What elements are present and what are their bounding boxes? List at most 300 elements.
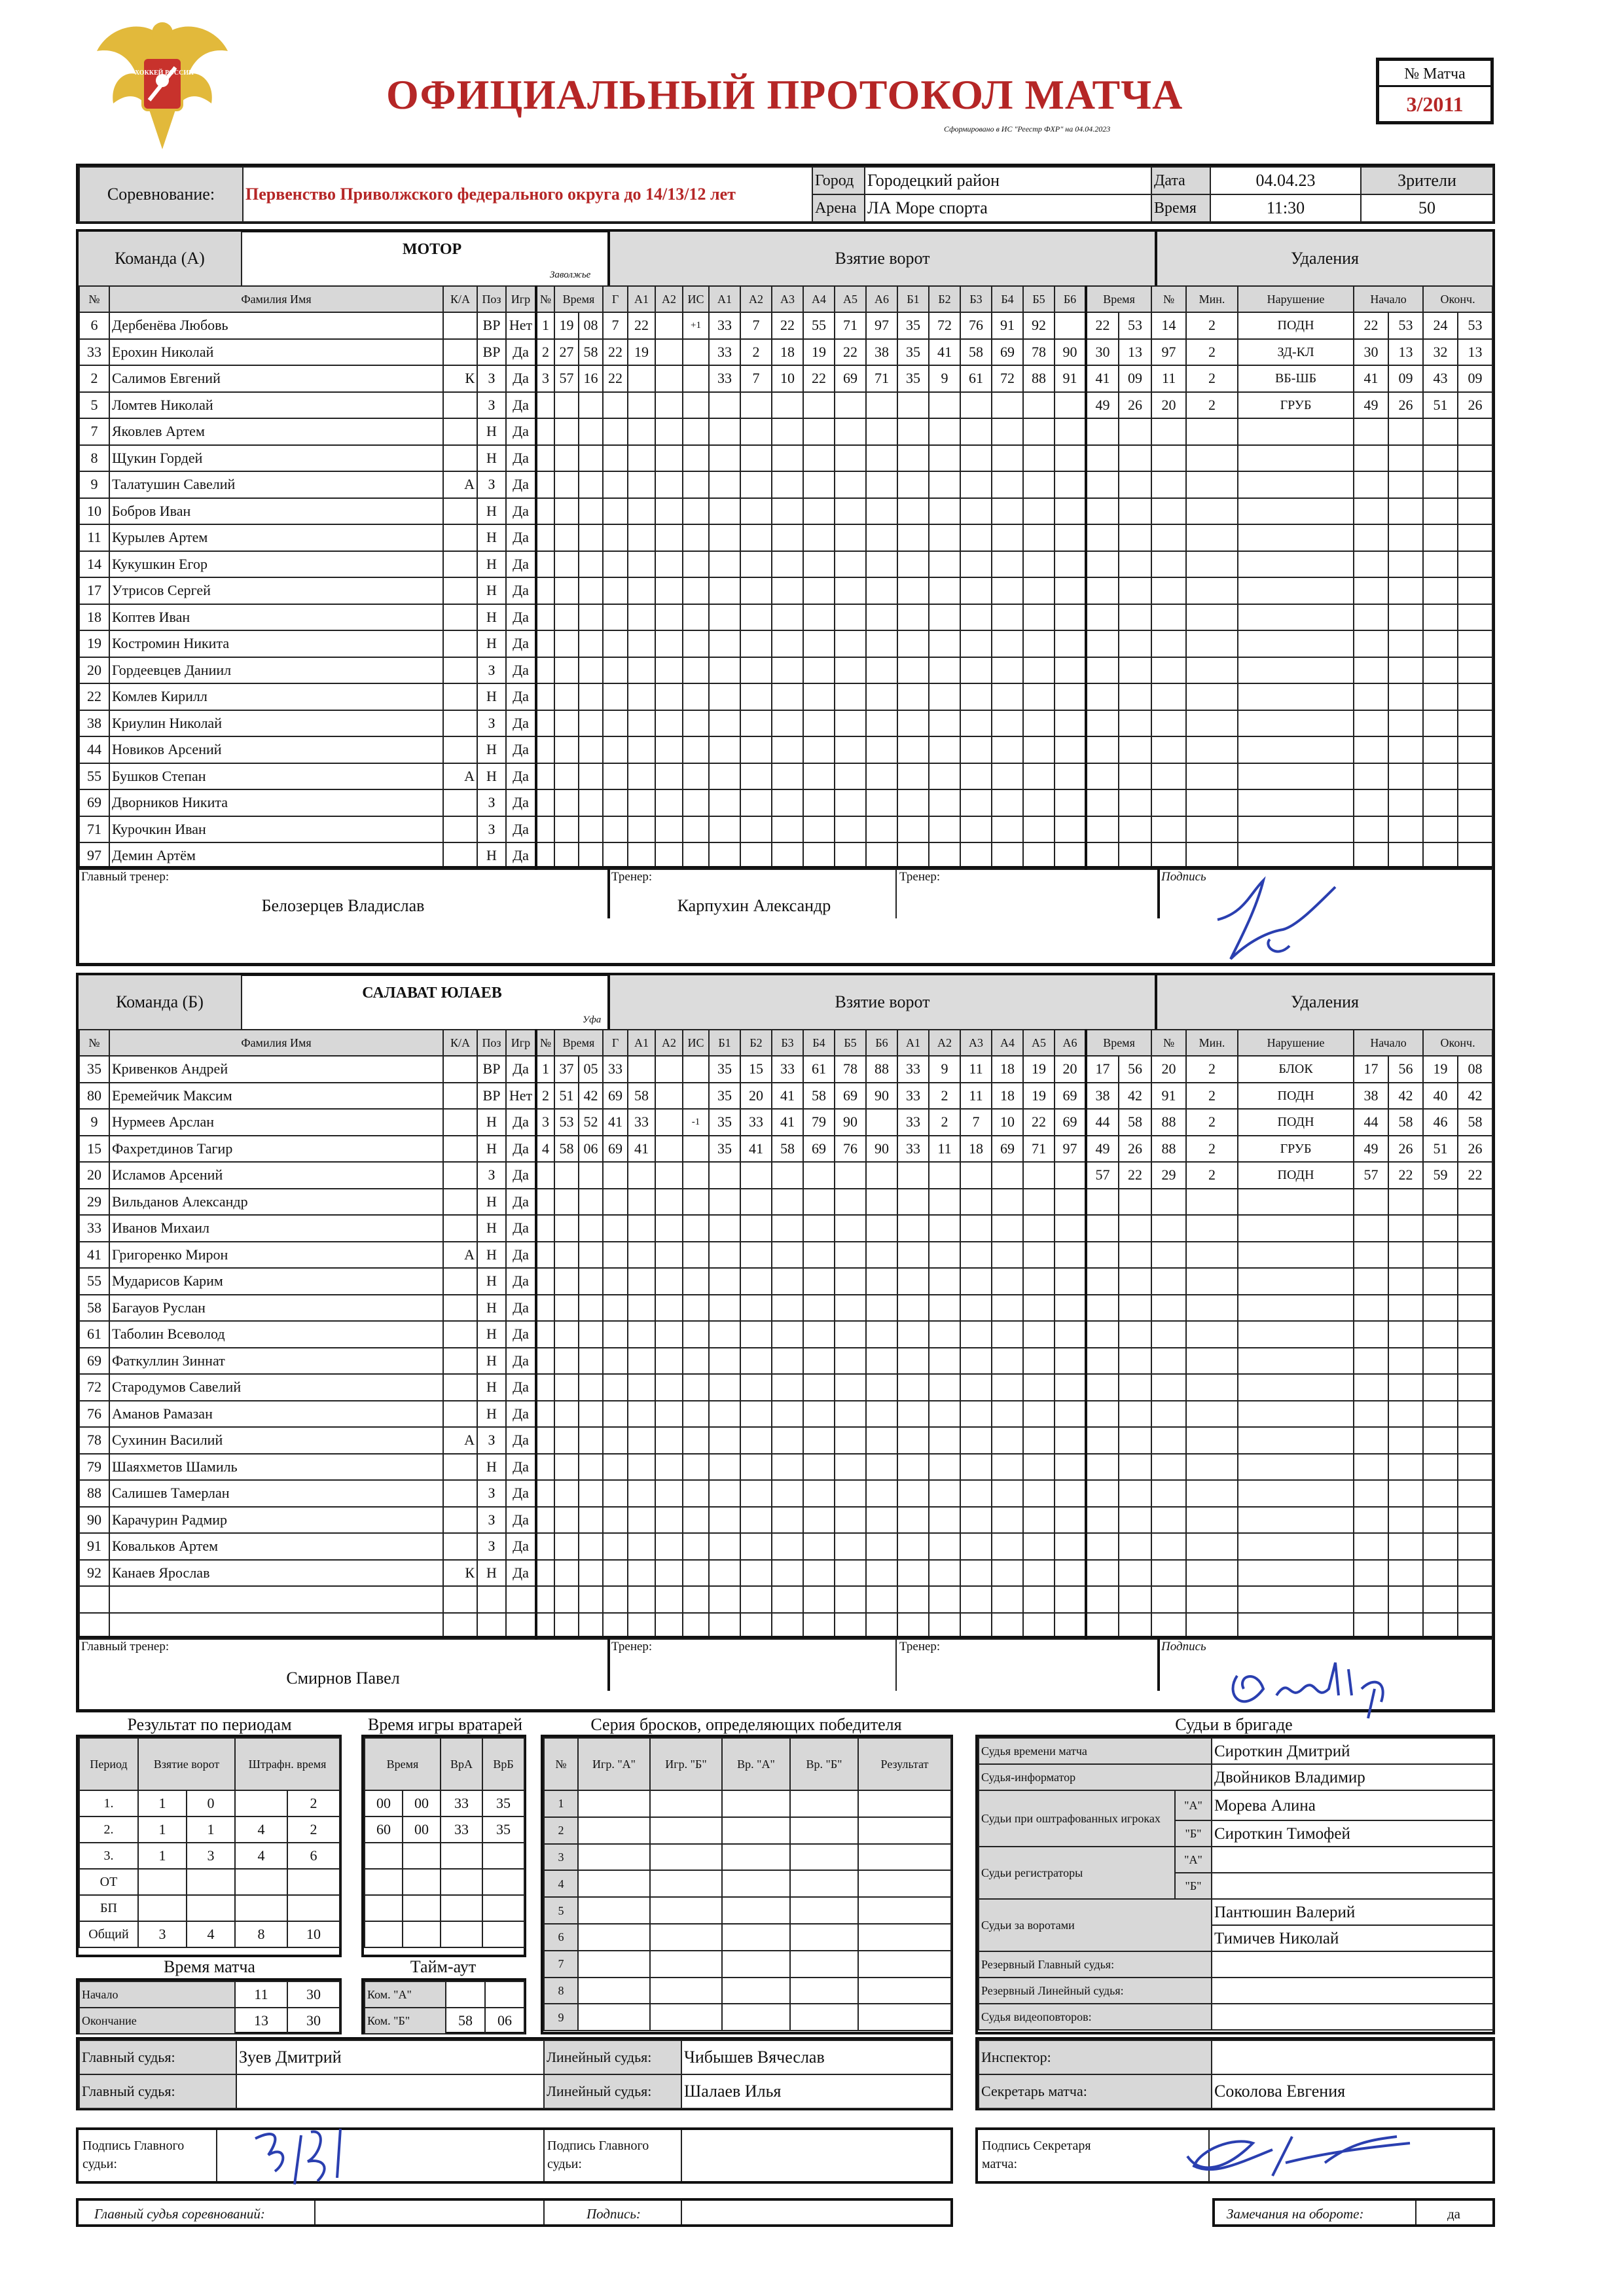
teamA-col-g: Г — [603, 286, 628, 312]
goal-cell: 69 — [992, 339, 1023, 366]
sig-secretary-box — [975, 2127, 1495, 2184]
player-plays: Да — [506, 630, 536, 657]
city-label: Город — [812, 167, 865, 194]
generated-note: Сформировано в ИС "Реестр ФХР" на 04.04.2023 — [944, 124, 1111, 134]
penalty-cell: 42 — [1119, 1083, 1151, 1110]
player-position: Н — [477, 683, 506, 710]
goal-cell: 76 — [835, 1136, 866, 1163]
player-name: Иванов Михаил — [109, 1215, 443, 1242]
player-plays: Нет — [506, 1083, 536, 1110]
goal-cell: 08 — [579, 312, 603, 339]
referee-role: Судьи при оштрафованных игроках — [979, 1790, 1175, 1847]
player-number: 61 — [79, 1321, 109, 1348]
goal-cell: 11 — [929, 1136, 960, 1163]
goal-cell: 3 — [536, 365, 554, 392]
player-position: З — [477, 1507, 506, 1534]
player-ka — [443, 1321, 477, 1348]
goal-cell: 19 — [1023, 1083, 1055, 1110]
player-position: З — [477, 816, 506, 843]
teamB-col-a1: А1 — [628, 1030, 655, 1056]
goal-cell: 1 — [536, 1056, 554, 1083]
penalty-cell: ВБ-ШБ — [1238, 365, 1354, 392]
penalty-cell: 41 — [1354, 365, 1388, 392]
referee-name: Морева Алина — [1212, 1790, 1493, 1820]
teamA-col-onice: А5 — [835, 286, 866, 312]
penalty-cell: 26 — [1388, 1136, 1423, 1163]
player-name: Карачурин Радмир — [109, 1507, 443, 1534]
secretary-value: Соколова Евгения — [1212, 2074, 1493, 2108]
goal-cell: 7 — [740, 365, 772, 392]
player-position: Н — [477, 1321, 506, 1348]
player-name: Бушков Степан — [109, 763, 443, 790]
penalty-cell: 30 — [1354, 339, 1388, 366]
teamB-col-onice: Б4 — [803, 1030, 835, 1056]
period-cell: Общий — [79, 1921, 138, 1947]
goal-cell — [683, 365, 709, 392]
info-table — [79, 166, 1494, 223]
player-number: 17 — [79, 577, 109, 604]
teamB-penalties-title: Удаления — [1157, 975, 1492, 1029]
spectators-label: Зрители — [1361, 167, 1493, 194]
referee-role: Судьи регистраторы — [979, 1847, 1175, 1899]
penalty-cell: 51 — [1423, 392, 1458, 419]
goal-cell — [655, 365, 683, 392]
player-plays: Да — [506, 604, 536, 631]
penalty-cell: 13 — [1458, 339, 1492, 366]
comp-ref-sign-label: Подпись: — [586, 2206, 641, 2222]
arena-label: Арена — [812, 194, 865, 222]
teamB-col-goal-time: Время — [554, 1030, 603, 1056]
player-position: Н — [477, 551, 506, 578]
player-plays: Да — [506, 471, 536, 498]
goalie-time-cell: 60 — [365, 1816, 403, 1843]
teamB-col-onice: Б5 — [835, 1030, 866, 1056]
goal-cell: 41 — [772, 1109, 803, 1136]
goal-cell: 11 — [960, 1056, 992, 1083]
player-position: З — [477, 365, 506, 392]
player-position: Н — [477, 1136, 506, 1163]
penalty-cell: 22 — [1388, 1162, 1423, 1189]
shootout-col: Результат — [858, 1738, 951, 1790]
teamA-coach-label: Тренер: — [611, 869, 653, 884]
teamB-col-onice: Б2 — [740, 1030, 772, 1056]
shootout-row-num: 7 — [544, 1951, 578, 1978]
player-number: 69 — [79, 1348, 109, 1375]
player-ka — [443, 1295, 477, 1322]
penalty-cell: 56 — [1388, 1056, 1423, 1083]
teamA-col-pos: Поз — [477, 286, 506, 312]
player-position: ВР — [477, 312, 506, 339]
penalty-cell: 57 — [1086, 1162, 1119, 1189]
penalty-cell: 97 — [1151, 339, 1186, 366]
player-number: 7 — [79, 418, 109, 445]
referee-name: Пантюшин Валерий — [1212, 1899, 1493, 1925]
periods-col-goals: Взятие ворот — [138, 1738, 235, 1790]
goal-cell: 58 — [554, 1136, 579, 1163]
period-cell — [235, 1895, 287, 1921]
team-a-coach-signature — [1204, 867, 1348, 979]
player-ka: К — [443, 365, 477, 392]
player-position: Н — [477, 445, 506, 472]
match-time-table — [79, 1981, 340, 2034]
player-position: З — [477, 1162, 506, 1189]
player-name: Костромин Никита — [109, 630, 443, 657]
sig-main-ref-label-2: Подпись Главного судьи: — [547, 2139, 649, 2171]
goal-cell: 15 — [740, 1056, 772, 1083]
player-ka — [443, 1189, 477, 1216]
player-plays: Да — [506, 524, 536, 551]
shootout-col: № — [544, 1738, 578, 1790]
shootout-col: Вр. "А" — [722, 1738, 790, 1790]
teamA-col-onice: Б4 — [992, 286, 1023, 312]
line-ref-1: Чибышев Вячеслав — [681, 2040, 951, 2074]
player-ka — [443, 339, 477, 366]
penalty-cell: 59 — [1423, 1162, 1458, 1189]
player-plays: Да — [506, 1427, 536, 1454]
goal-cell: 52 — [579, 1109, 603, 1136]
teamA-col-a1: А1 — [628, 286, 655, 312]
player-ka — [443, 604, 477, 631]
period-cell: 1 — [187, 1816, 235, 1843]
goal-cell: 69 — [1055, 1109, 1086, 1136]
match-end-label: Окончание — [79, 2008, 235, 2034]
penalty-cell: 41 — [1086, 365, 1119, 392]
period-cell: 4 — [235, 1816, 287, 1843]
referee-role: Резервный Главный судья: — [979, 1951, 1212, 1978]
goal-cell: 51 — [554, 1083, 579, 1110]
teamA-col-pen-min: Мин. — [1186, 286, 1238, 312]
goal-cell: 3 — [536, 1109, 554, 1136]
referees-table — [978, 1737, 1494, 2031]
player-number: 55 — [79, 763, 109, 790]
goalie-col-time: Время — [365, 1738, 441, 1790]
player-ka — [443, 418, 477, 445]
teamA-col-goal-num: № — [536, 286, 554, 312]
shootout-table — [543, 1737, 952, 2031]
goal-cell: 90 — [1055, 339, 1086, 366]
teamA-col-onice: А1 — [709, 286, 740, 312]
penalty-cell: 44 — [1354, 1109, 1388, 1136]
player-number: 33 — [79, 1215, 109, 1242]
referee-team: "Б" — [1175, 1820, 1212, 1847]
player-plays: Да — [506, 1348, 536, 1375]
teamB-col-a2: А2 — [655, 1030, 683, 1056]
player-position: Н — [477, 1295, 506, 1322]
penalty-cell: 49 — [1354, 392, 1388, 419]
player-plays: Да — [506, 418, 536, 445]
teamA-label: Команда (А) — [79, 232, 242, 285]
comp-ref-label: Главный судья соревнований: — [94, 2206, 265, 2222]
goal-cell: 88 — [1023, 365, 1055, 392]
player-number: 18 — [79, 604, 109, 631]
penalty-cell: БЛОК — [1238, 1056, 1354, 1083]
goal-cell: 33 — [897, 1136, 929, 1163]
player-ka — [443, 1348, 477, 1375]
penalty-cell: 29 — [1151, 1162, 1186, 1189]
player-ka — [443, 683, 477, 710]
penalty-cell: 51 — [1423, 1136, 1458, 1163]
player-ka — [443, 1268, 477, 1295]
referee-name — [1212, 1978, 1493, 2004]
spectators-value: 50 — [1361, 194, 1493, 222]
match-start-label: Начало — [79, 1981, 235, 2008]
player-ka — [443, 1083, 477, 1110]
penalty-cell: 26 — [1458, 392, 1492, 419]
teamB-col-pen-start: Начало — [1354, 1030, 1423, 1056]
shootout-row-num: 6 — [544, 1924, 578, 1951]
goal-cell: 35 — [709, 1056, 740, 1083]
penalty-cell: 53 — [1458, 312, 1492, 339]
period-cell: 1. — [79, 1790, 138, 1816]
goal-cell: 71 — [835, 312, 866, 339]
goal-cell — [655, 1083, 683, 1110]
goalie-time-cell: 00 — [365, 1790, 403, 1816]
period-cell: 1 — [138, 1816, 187, 1843]
player-number: 8 — [79, 445, 109, 472]
player-ka — [443, 816, 477, 843]
teamB-col-onice: А3 — [960, 1030, 992, 1056]
goal-cell — [628, 1056, 655, 1083]
officials-left-table — [79, 2040, 952, 2109]
player-plays: Да — [506, 710, 536, 737]
player-plays: Да — [506, 498, 536, 525]
goal-cell: 92 — [1023, 312, 1055, 339]
player-plays: Да — [506, 1533, 536, 1560]
goal-cell: 41 — [929, 339, 960, 366]
period-cell: БП — [79, 1895, 138, 1921]
periods-title: Результат по периодам — [127, 1715, 292, 1734]
shootout-row-num: 8 — [544, 1978, 578, 2004]
penalty-cell: 20 — [1151, 392, 1186, 419]
player-position: Н — [477, 1109, 506, 1136]
player-plays: Да — [506, 736, 536, 763]
period-cell: ОТ — [79, 1869, 138, 1895]
player-number: 72 — [79, 1374, 109, 1401]
penalty-cell: ГРУБ — [1238, 392, 1354, 419]
goal-cell: 58 — [772, 1136, 803, 1163]
player-position: З — [477, 392, 506, 419]
goal-cell: 41 — [772, 1083, 803, 1110]
goal-cell: 06 — [579, 1136, 603, 1163]
player-name: Курылев Артем — [109, 524, 443, 551]
goal-cell: 33 — [897, 1083, 929, 1110]
timeout-b-label: Ком. "Б" — [365, 2008, 446, 2034]
goal-cell: 19 — [628, 339, 655, 366]
player-name: Канаев Ярослав — [109, 1560, 443, 1587]
goal-cell: 79 — [803, 1109, 835, 1136]
goal-cell: 97 — [1055, 1136, 1086, 1163]
referee-name: Тимичев Николай — [1212, 1925, 1493, 1951]
player-name: Курочкин Иван — [109, 816, 443, 843]
goal-cell: 69 — [992, 1136, 1023, 1163]
player-ka: А — [443, 1242, 477, 1269]
periods-col-pim: Штрафн. время — [235, 1738, 340, 1790]
penalty-cell: 32 — [1423, 339, 1458, 366]
player-plays: Да — [506, 1321, 536, 1348]
player-ka — [443, 1215, 477, 1242]
player-plays: Да — [506, 1056, 536, 1083]
goal-cell — [655, 339, 683, 366]
teamB-coach-label: Тренер: — [611, 1640, 653, 1653]
main-ref-2 — [236, 2074, 544, 2108]
penalty-cell: 17 — [1086, 1056, 1119, 1083]
line-ref-label-1: Линейный судья: — [544, 2040, 681, 2074]
secretary-label: Секретарь матча: — [979, 2074, 1212, 2108]
goal-cell: 57 — [554, 365, 579, 392]
player-name: Щукин Гордей — [109, 445, 443, 472]
player-ka: А — [443, 1427, 477, 1454]
goal-cell: 53 — [554, 1109, 579, 1136]
penalty-cell: 58 — [1388, 1109, 1423, 1136]
teamA-col-is: ИС — [683, 286, 709, 312]
player-position: Н — [477, 1189, 506, 1216]
period-cell: 8 — [235, 1921, 287, 1947]
player-ka — [443, 710, 477, 737]
player-name: Нурмеев Арслан — [109, 1109, 443, 1136]
penalty-cell: 91 — [1151, 1083, 1186, 1110]
teamB-col-pos: Поз — [477, 1030, 506, 1056]
player-number: 19 — [79, 630, 109, 657]
goal-cell — [655, 1056, 683, 1083]
teamB-head-coach-label: Главный тренер: — [81, 1640, 170, 1653]
period-cell — [187, 1869, 235, 1895]
player-name: Дербенёва Любовь — [109, 312, 443, 339]
penalty-cell: 58 — [1458, 1109, 1492, 1136]
goal-cell: 10 — [772, 365, 803, 392]
player-ka — [443, 842, 477, 869]
player-ka: А — [443, 763, 477, 790]
goal-cell: 18 — [960, 1136, 992, 1163]
penalty-cell: 26 — [1458, 1136, 1492, 1163]
player-name: Яковлев Артем — [109, 418, 443, 445]
period-cell — [287, 1895, 340, 1921]
goal-cell: 35 — [709, 1083, 740, 1110]
date-label: Дата — [1151, 167, 1210, 194]
penalty-cell: 53 — [1388, 312, 1423, 339]
goal-cell: 33 — [628, 1109, 655, 1136]
teamB-col-pen-viol: Нарушение — [1238, 1030, 1354, 1056]
line-ref-label-2: Линейный судья: — [544, 2074, 681, 2108]
goal-cell: 35 — [897, 365, 929, 392]
goal-cell: 11 — [960, 1083, 992, 1110]
goal-cell: 7 — [740, 312, 772, 339]
player-ka: К — [443, 1560, 477, 1587]
period-cell: 2 — [287, 1790, 340, 1816]
penalty-cell: 2 — [1186, 339, 1238, 366]
penalty-cell: 88 — [1151, 1109, 1186, 1136]
player-plays: Да — [506, 1242, 536, 1269]
referee-role: Резервный Линейный судья: — [979, 1978, 1212, 2004]
goal-cell: 19 — [554, 312, 579, 339]
player-number: 71 — [79, 816, 109, 843]
player-plays: Да — [506, 1454, 536, 1481]
penalty-cell: 2 — [1186, 312, 1238, 339]
player-number: 33 — [79, 339, 109, 366]
match-end-h: 13 — [235, 2008, 287, 2034]
player-position: Н — [477, 763, 506, 790]
goalie-time-cell: 33 — [441, 1790, 482, 1816]
goal-cell: 2 — [536, 339, 554, 366]
penalty-cell: 49 — [1086, 1136, 1119, 1163]
goal-cell: 78 — [1023, 339, 1055, 366]
main-ref-1: Зуев Дмитрий — [236, 2040, 544, 2074]
teamA-col-onice: Б1 — [897, 286, 929, 312]
goal-cell: 42 — [579, 1083, 603, 1110]
player-name: Кукушкин Егор — [109, 551, 443, 578]
match-end-m: 30 — [287, 2008, 340, 2034]
goal-cell: 22 — [603, 339, 628, 366]
referee-name — [1212, 1873, 1493, 1899]
goal-cell: 1 — [536, 312, 554, 339]
player-ka — [443, 577, 477, 604]
goal-cell: 33 — [603, 1056, 628, 1083]
match-number: 3/2011 — [1406, 92, 1464, 116]
penalty-cell: 09 — [1388, 365, 1423, 392]
goal-cell: 37 — [554, 1056, 579, 1083]
shootout-row-num: 4 — [544, 1870, 578, 1897]
player-plays: Да — [506, 445, 536, 472]
goal-cell: 33 — [740, 1109, 772, 1136]
player-position: Н — [477, 1215, 506, 1242]
teamB-col-onice: А4 — [992, 1030, 1023, 1056]
teamA-col-a2: А2 — [655, 286, 683, 312]
player-ka — [443, 1401, 477, 1428]
goal-cell: 41 — [628, 1136, 655, 1163]
player-ka — [443, 1162, 477, 1189]
player-plays: Да — [506, 816, 536, 843]
goal-cell: 18 — [992, 1056, 1023, 1083]
player-position: ВР — [477, 1083, 506, 1110]
player-position: З — [477, 471, 506, 498]
penalty-cell: 09 — [1458, 365, 1492, 392]
teamB-head-coach: Смирнов Павел — [286, 1669, 400, 1688]
teamA-head-coach: Белозерцев Владислав — [261, 895, 425, 915]
penalty-cell: 22 — [1119, 1162, 1151, 1189]
teamA-goals-title: Взятие ворот — [607, 232, 1157, 285]
player-ka — [443, 1507, 477, 1534]
player-ka — [443, 392, 477, 419]
teamB-col-goal-num: № — [536, 1030, 554, 1056]
player-name: Гордеевцев Даниил — [109, 657, 443, 684]
goal-cell: 9 — [929, 365, 960, 392]
goal-cell: 33 — [709, 339, 740, 366]
remarks-label: Замечания на обороте: — [1227, 2206, 1364, 2222]
teamA-name: МОТОР — [402, 241, 462, 258]
player-name: Исламов Арсений — [109, 1162, 443, 1189]
player-number: 80 — [79, 1083, 109, 1110]
timeout-b-m: 58 — [446, 2008, 485, 2034]
match-start-h: 11 — [235, 1981, 287, 2008]
teamB-col-onice: А1 — [897, 1030, 929, 1056]
period-cell — [235, 1790, 287, 1816]
player-plays: Да — [506, 789, 536, 816]
penalty-cell: 44 — [1086, 1109, 1119, 1136]
period-cell: 3 — [138, 1921, 187, 1947]
goal-cell — [655, 1136, 683, 1163]
player-name: Бобров Иван — [109, 498, 443, 525]
goal-cell — [683, 1056, 709, 1083]
goalie-time-cell: 33 — [441, 1816, 482, 1843]
penalty-cell: 88 — [1151, 1136, 1186, 1163]
teamA-head-coach-label: Главный тренер: — [81, 869, 170, 884]
period-cell: 4 — [187, 1921, 235, 1947]
player-ka — [443, 736, 477, 763]
player-plays: Да — [506, 1268, 536, 1295]
penalty-cell: 26 — [1388, 392, 1423, 419]
timeout-b-s: 06 — [485, 2008, 524, 2034]
player-name: Багауов Руслан — [109, 1295, 443, 1322]
player-number: 5 — [79, 392, 109, 419]
